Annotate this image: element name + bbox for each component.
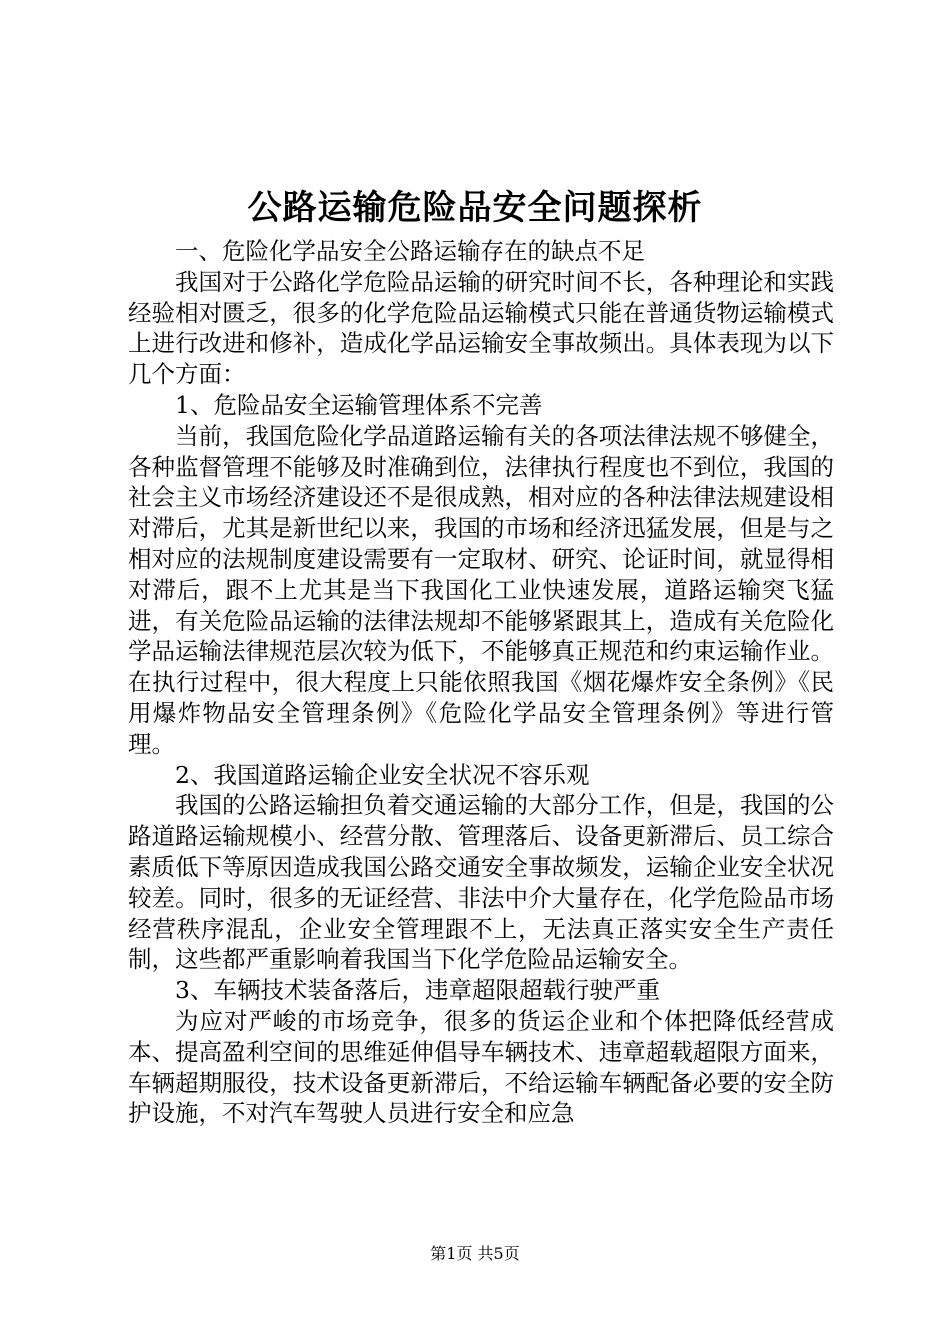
paragraph: 为应对严峻的市场竞争，很多的货运企业和个体把降低经营成本、提高盈利空间的思维延伸倡导车辆技术、违章超载超限方面来，车辆超期服役，技术设备更新滞后，不给运输车辆配备必要的安全防护设施，不对汽车驾驶人员进行安全和应急 — [128, 1006, 834, 1128]
section-heading: 1、危险品安全运输管理体系不完善 — [175, 390, 543, 419]
section-heading: 3、车辆技术装备落后，违章超限超载行驶严重 — [175, 976, 660, 1005]
paragraph: 我国的公路运输担负着交通运输的大部分工作，但是，我国的公路道路运输规模小、经营分散、管理落后、设备更新滞后、员工综合素质低下等原因造成我国公路交通安全事故频发，运输企业安全状况较差。同时，很多的无证经营、非法中介大量存在，化学危险品市场经营秩序混乱，企业安全管理跟不上，无法真正落实安全生产责任制，这些都严重影响着我国当下化学危险品运输安全。 — [128, 791, 834, 974]
section-heading: 一、危险化学品安全公路运输存在的缺点不足 — [175, 237, 645, 265]
paragraph: 当前，我国危险化学品道路运输有关的各项法律法规不够健全，各种监督管理不能够及时准确到位，法律执行程度也不到位，我国的社会主义市场经济建设还不是很成熟，相对应的各种法律法规建设相对滞后，尤其是新世纪以来，我国的市场和经济迅猛发展，但是与之相对应的法规制度建设需要有一定取材、研究、论证时间，就显得相对滞后，跟不上尤其是当下我国化工业快速发展，道路运输突飞猛进，有关危险品运输的法律法规却不能够紧跟其上，造成有关危险化学品运输法律规范层次较为低下，不能够真正规范和约束运输作业。在执行过程中，很大程度上只能依照我国《烟花爆炸安全条例》《民用爆炸物品安全管理条例》《危险化学品安全管理条例》等进行管理。 — [128, 421, 834, 758]
document-body — [128, 236, 834, 1129]
document-title: 公路运输危险品安全问题探析 — [247, 188, 703, 228]
page-footer: 第1页 共5页 — [430, 1244, 520, 1263]
section-heading: 2、我国道路运输企业安全状况不容乐观 — [175, 760, 590, 789]
paragraph: 我国对于公路化学危险品运输的研究时间不长，各种理论和实践经验相对匮乏，很多的化学危险品运输模式只能在普通货物运输模式上进行改进和修补，造成化学品运输安全事故频出。具体表现为以下几个方面： — [128, 267, 834, 389]
